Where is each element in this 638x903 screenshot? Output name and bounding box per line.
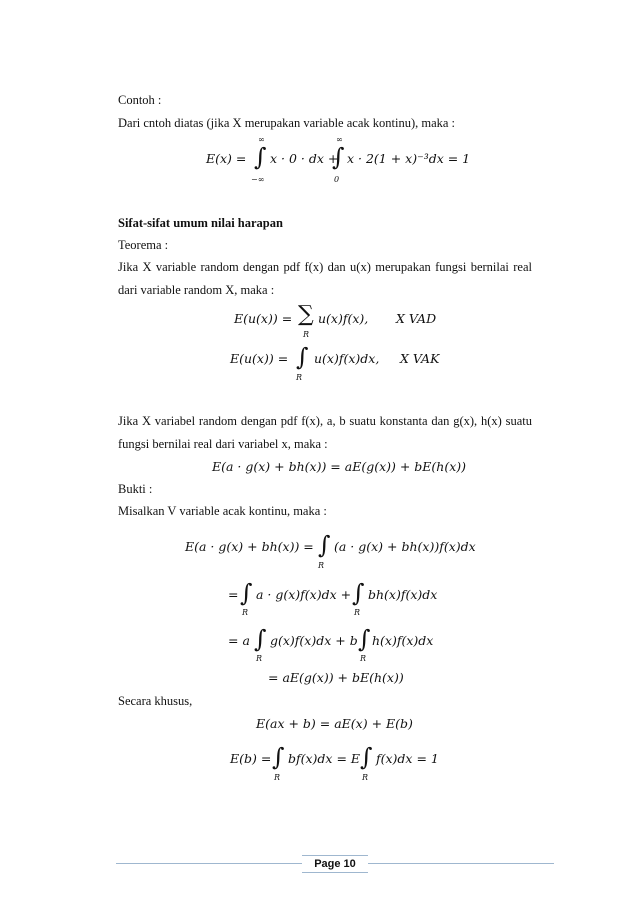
- eq10-sub1: R: [274, 773, 281, 782]
- eq5-rhs: (a · g(x) + bh(x))f(x)dx: [334, 539, 476, 554]
- eq10-sub2: R: [362, 773, 369, 782]
- proof-step-4: = aE(g(x)) + bE(h(x)): [268, 670, 404, 685]
- eq3-tag: X VAK: [400, 351, 440, 366]
- integral-sign: ∫: [254, 625, 267, 653]
- eq7-sub2: R: [360, 654, 367, 663]
- integral-sign: ∫: [296, 343, 309, 371]
- contoh-label: Contoh :: [118, 93, 162, 107]
- integral-sign: ∫: [240, 579, 253, 607]
- teorema-label: Teorema :: [118, 238, 169, 252]
- eq10-mid: bf(x)dx = E: [288, 751, 361, 766]
- proof-intro: Misalkan V variable acak kontinu, maka :: [118, 504, 327, 518]
- eq7-eq: = a: [228, 633, 250, 648]
- eq2-tag: X VAD: [396, 311, 437, 326]
- eq7-term2: h(x)f(x)dx: [372, 633, 434, 648]
- eq6-eq: =: [228, 587, 239, 602]
- theorem-text-line2: dari variable random X, maka :: [118, 283, 275, 297]
- eq10-rhs: f(x)dx = 1: [376, 751, 439, 766]
- footer-rule-left: [116, 863, 302, 864]
- eq7-term1: g(x)f(x)dx + b: [270, 633, 358, 648]
- eq1-upper2: ∞: [336, 135, 343, 144]
- integral-sign: ∫: [318, 531, 331, 559]
- eq2-rhs: u(x)f(x),: [318, 311, 369, 326]
- eq10-lhs: E(b) =: [230, 751, 272, 766]
- linearity-text-line1: Jika X variabel random dengan pdf f(x), a, b suatu konstanta dan g(x), h(x) suatu: [118, 414, 532, 428]
- eq6-sub2: R: [354, 608, 361, 617]
- eq7-sub1: R: [256, 654, 263, 663]
- eq1-rhs: x · 2(1 + x)⁻³dx = 1: [347, 151, 471, 166]
- equation-linearity: E(a · g(x) + bh(x)) = aE(g(x)) + bE(h(x)): [212, 459, 467, 474]
- integral-sign: ∫: [332, 143, 345, 171]
- eq6-sub1: R: [242, 608, 249, 617]
- equation-special-case: E(ax + b) = aE(x) + E(b): [256, 716, 413, 731]
- bukti-label: Bukti :: [118, 482, 153, 496]
- intro-text: Dari cntoh diatas (jika X merupakan variable acak kontinu), maka :: [118, 116, 456, 130]
- secara-khusus-label: Secara khusus,: [118, 694, 193, 708]
- eq1-lhs: E(x) =: [206, 151, 247, 166]
- eq1-mid: x · 0 · dx +: [270, 151, 339, 166]
- eq5-sub: R: [318, 561, 325, 570]
- integral-sign: ∫: [254, 143, 267, 171]
- theorem-text-line1: Jika X variable random dengan pdf f(x) dan u(x) merupakan fungsi bernilai real: [118, 260, 532, 274]
- integral-sign: ∫: [360, 743, 373, 771]
- eq3-sub: R: [296, 373, 303, 382]
- eq1-lower1: −∞: [251, 175, 265, 184]
- eq1-lower2: 0: [334, 175, 340, 184]
- page-number: Page 10: [302, 855, 368, 873]
- eq2-sub: R: [303, 330, 310, 339]
- eq3-lhs: E(u(x)) =: [230, 351, 289, 366]
- integral-sign: ∫: [358, 625, 371, 653]
- eq6-term2: bh(x)f(x)dx: [368, 587, 438, 602]
- eq6-term1: a · g(x)f(x)dx +: [256, 587, 352, 602]
- section-heading: Sifat-sifat umum nilai harapan: [118, 216, 283, 230]
- sum-sign: ∑: [298, 302, 314, 327]
- eq3-rhs: u(x)f(x)dx,: [314, 351, 380, 366]
- integral-sign: ∫: [352, 579, 365, 607]
- integral-sign: ∫: [272, 743, 285, 771]
- eq2-lhs: E(u(x)) =: [234, 311, 293, 326]
- eq5-lhs: E(a · g(x) + bh(x)) =: [185, 539, 314, 554]
- eq1-upper1: ∞: [258, 135, 265, 144]
- footer-rule-right: [368, 863, 554, 864]
- linearity-text-line2: fungsi bernilai real dari variabel x, maka :: [118, 437, 328, 451]
